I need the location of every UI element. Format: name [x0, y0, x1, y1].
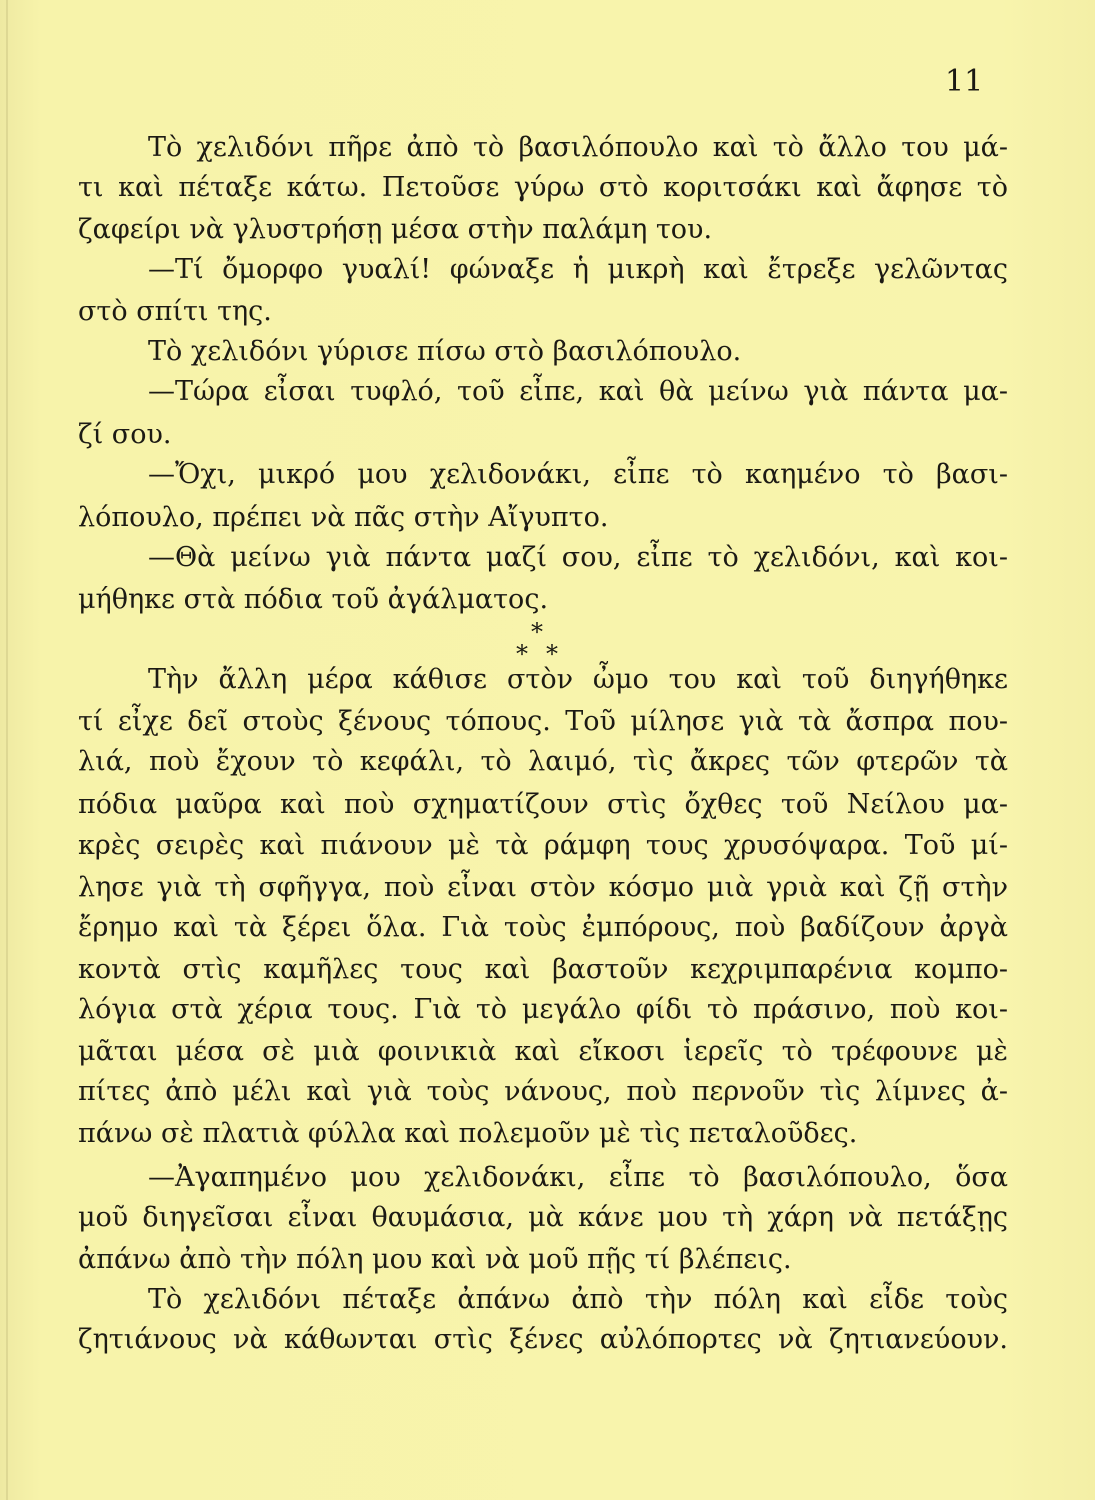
text-line: κοντὰ στὶς καμῆλες τους καὶ βαστοῦν κεχριμπαρένια κομπο-	[78, 954, 1008, 985]
text-line: λόγια στὰ χέρια τους. Γιὰ τὸ μεγάλο φίδι τὸ πράσινο, ποὺ κοι-	[78, 994, 1008, 1025]
text-line: ζί σου.	[78, 419, 172, 450]
text-line: ζητιάνους νὰ κάθωνται στὶς ξένες αὐλόπορτες νὰ ζητιανεύουν.	[78, 1324, 1008, 1355]
page-number: 11	[945, 64, 984, 99]
text-line: τι καὶ πέταξε κάτω. Πετοῦσε γύρω στὸ κοριτσάκι καὶ ἄφησε τὸ	[78, 172, 1008, 203]
section-break-star: *	[531, 618, 543, 646]
text-line: Τὸ χελιδόνι πέταξε ἀπάνω ἀπὸ τὴν πόλη καὶ εἶδε τοὺς	[148, 1284, 1008, 1315]
text-line: —Τώρα εἶσαι τυφλό, τοῦ εἶπε, καὶ θὰ μείνω γιὰ πάντα μα-	[148, 376, 1008, 407]
text-line: λησε γιὰ τὴ σφῆγγα, ποὺ εἶναι στὸν κόσμο μιὰ γριὰ καὶ ζῇ στὴν	[78, 872, 1008, 903]
text-line: —Ἀγαπημένο μου χελιδονάκι, εἶπε τὸ βασιλόπουλο, ὅσα	[148, 1162, 1008, 1193]
text-line: Τὸ χελιδόνι γύρισε πίσω στὸ βασιλόπουλο.	[148, 336, 742, 367]
text-line: πίτες ἀπὸ μέλι καὶ γιὰ τοὺς νάνους, ποὺ περνοῦν τὶς λίμνες ἀ-	[78, 1076, 1008, 1107]
text-line: στὸ σπίτι της.	[78, 296, 272, 327]
text-line: ἀπάνω ἀπὸ τὴν πόλη μου καὶ νὰ μοῦ πῇς τί βλέπεις.	[78, 1244, 792, 1275]
section-break-star: *	[516, 640, 528, 668]
text-line: ζαφείρι νὰ γλυστρήσῃ μέσα στὴν παλάμη του.	[78, 214, 713, 245]
text-line: —Τί ὄμορφο γυαλί! φώναξε ἡ μικρὴ καὶ ἔτρεξε γελῶντας	[148, 254, 1008, 285]
section-break-star: *	[546, 640, 558, 668]
text-line: μήθηκε στὰ πόδια τοῦ ἀγάλματος.	[78, 584, 549, 615]
text-line: λόπουλο, πρέπει νὰ πᾶς στὴν Αἴγυπτο.	[78, 502, 609, 533]
text-line: κρὲς σειρὲς καὶ πιάνουν μὲ τὰ ράμφη τους χρυσόψαρα. Τοῦ μί-	[78, 830, 1008, 861]
page-edge	[6, 0, 8, 1500]
text-line: Τὸ χελιδόνι πῆρε ἀπὸ τὸ βασιλόπουλο καὶ τὸ ἄλλο του μά-	[148, 132, 1008, 163]
text-line: πάνω σὲ πλατιὰ φύλλα καὶ πολεμοῦν μὲ τὶς πεταλοῦδες.	[78, 1118, 858, 1149]
text-line: πόδια μαῦρα καὶ ποὺ σχηματίζουν στὶς ὄχθες τοῦ Νείλου μα-	[78, 789, 1008, 820]
text-line: ἔρημο καὶ τὰ ξέρει ὅλα. Γιὰ τοὺς ἐμπόρους, ποὺ βαδίζουν ἀργὰ	[78, 912, 1008, 943]
section-break	[510, 620, 570, 680]
text-line: μᾶται μέσα σὲ μιὰ φοινικιὰ καὶ εἴκοσι ἱερεῖς τὸ τρέφουνε μὲ	[78, 1036, 1008, 1067]
text-line: —Θὰ μείνω γιὰ πάντα μαζί σου, εἶπε τὸ χελιδόνι, καὶ κοι-	[148, 542, 1008, 573]
text-line: Τὴν ἄλλη μέρα κάθισε στὸν ὦμο του καὶ τοῦ διηγήθηκε	[148, 664, 1008, 695]
text-line: λιά, ποὺ ἔχουν τὸ κεφάλι, τὸ λαιμό, τὶς ἄκρες τῶν φτερῶν τὰ	[78, 746, 1008, 777]
text-line: μοῦ διηγεῖσαι εἶναι θαυμάσια, μὰ κάνε μου τὴ χάρη νὰ πετάξῃς	[78, 1202, 1008, 1233]
text-line: —Ὄχι, μικρό μου χελιδονάκι, εἶπε τὸ καημένο τὸ βασι-	[148, 459, 1008, 490]
text-line: τί εἶχε δεῖ στοὺς ξένους τόπους. Τοῦ μίλησε γιὰ τὰ ἄσπρα που-	[78, 706, 1008, 737]
